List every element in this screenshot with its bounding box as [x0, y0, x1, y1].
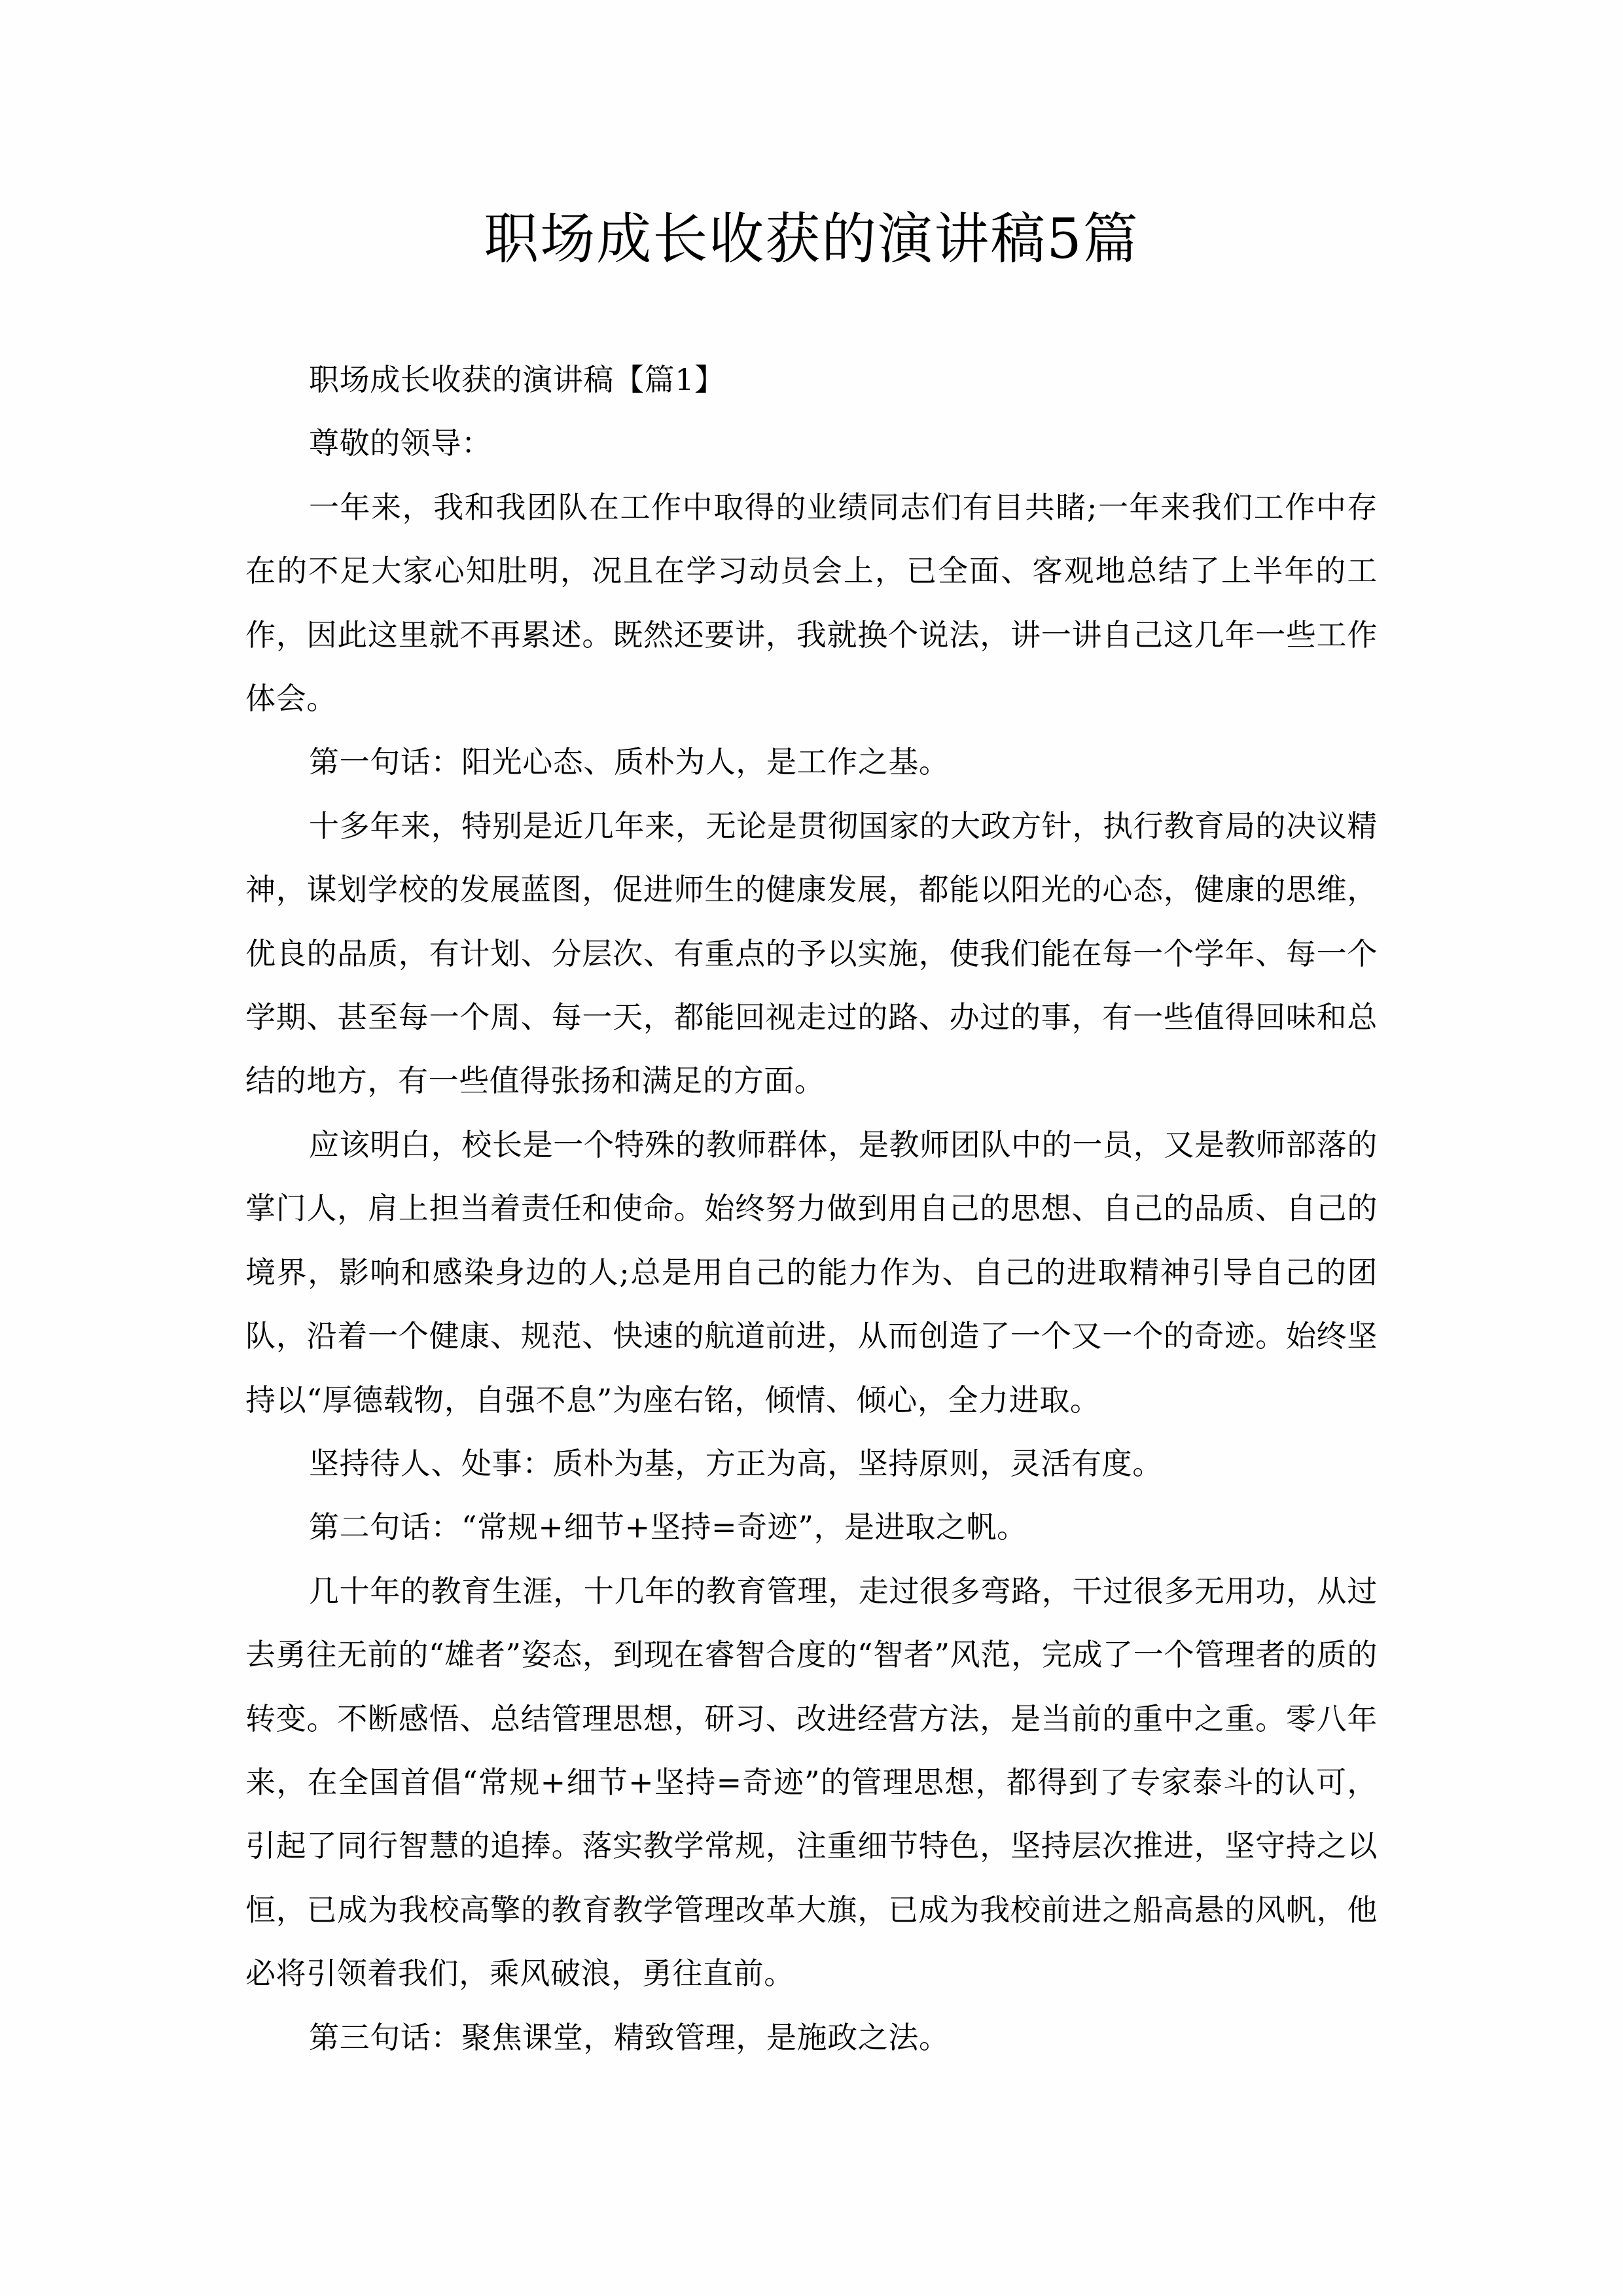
document-title: 职场成长收获的演讲稿5篇	[484, 207, 1139, 271]
point-heading-2: 第二句话：“常规+细节+坚持=奇迹”，是进取之帆。	[309, 1509, 1027, 1545]
paragraph: 一年来，我和我团队在工作中取得的业绩同志们有目共睹;一年来我们工作中存在的不足大家心知肚明，况且在学习动员会上，已全面、客观地总结了上半年的工作，因此这里就不再累述。既然还要讲，我就换个说法，讲一讲自己这几年一些工作体会。	[245, 489, 1378, 717]
paragraph: 几十年的教育生涯，十几年的教育管理，走过很多弯路，干过很多无用功，从过去勇往无前的“雄者”姿态，到现在睿智合度的“智者”风范，完成了一个管理者的质的转变。不断感悟、总结管理思想，研习、改进经营方法，是当前的重中之重。零八年来，在全国首倡“常规+细节+坚持=奇迹”的管理思想，都得到了专家泰斗的认可，引起了同行智慧的追捧。落实教学常规，注重细节特色，坚持层次推进，坚守持之以恒，已成为我校高擎的教育教学管理改革大旗，已成为我校前进之船高悬的风帆，他必将引领着我们，乘风破浪，勇往直前。	[245, 1573, 1378, 1992]
section-heading: 职场成长收获的演讲稿【篇1】	[309, 362, 725, 397]
point-heading-1: 第一句话：阳光心态、质朴为人，是工作之基。	[309, 744, 950, 780]
point-heading-3: 第三句话：聚焦课堂，精致管理，是施政之法。	[309, 2019, 950, 2055]
paragraph: 坚持待人、处事：质朴为基，方正为高，坚持原则，灵活有度。	[309, 1445, 1163, 1481]
paragraph: 应该明白，校长是一个特殊的教师群体，是教师团队中的一员，又是教师部落的掌门人，肩上担当着责任和使命。始终努力做到用自己的思想、自己的品质、自己的境界，影响和感染身边的人;总是用自己的能力作为、自己的进取精神引导自己的团队，沿着一个健康、规范、快速的航道前进，从而创造了一个又一个的奇迹。始终坚持以“厚德载物，自强不息”为座右铭，倾情、倾心，全力进取。	[245, 1126, 1378, 1418]
salutation: 尊敬的领导：	[309, 425, 492, 461]
paragraph: 十多年来，特别是近几年来，无论是贯彻国家的大政方针，执行教育局的决议精神，谋划学校的发展蓝图，促进师生的健康发展，都能以阳光的心态，健康的思维，优良的品质，有计划、分层次、有重点的予以实施，使我们能在每一个学年、每一个学期、甚至每一个周、每一天，都能回视走过的路、办过的事，有一些值得回味和总结的地方，有一些值得张扬和满足的方面。	[245, 808, 1378, 1099]
document-body	[245, 348, 1378, 2070]
